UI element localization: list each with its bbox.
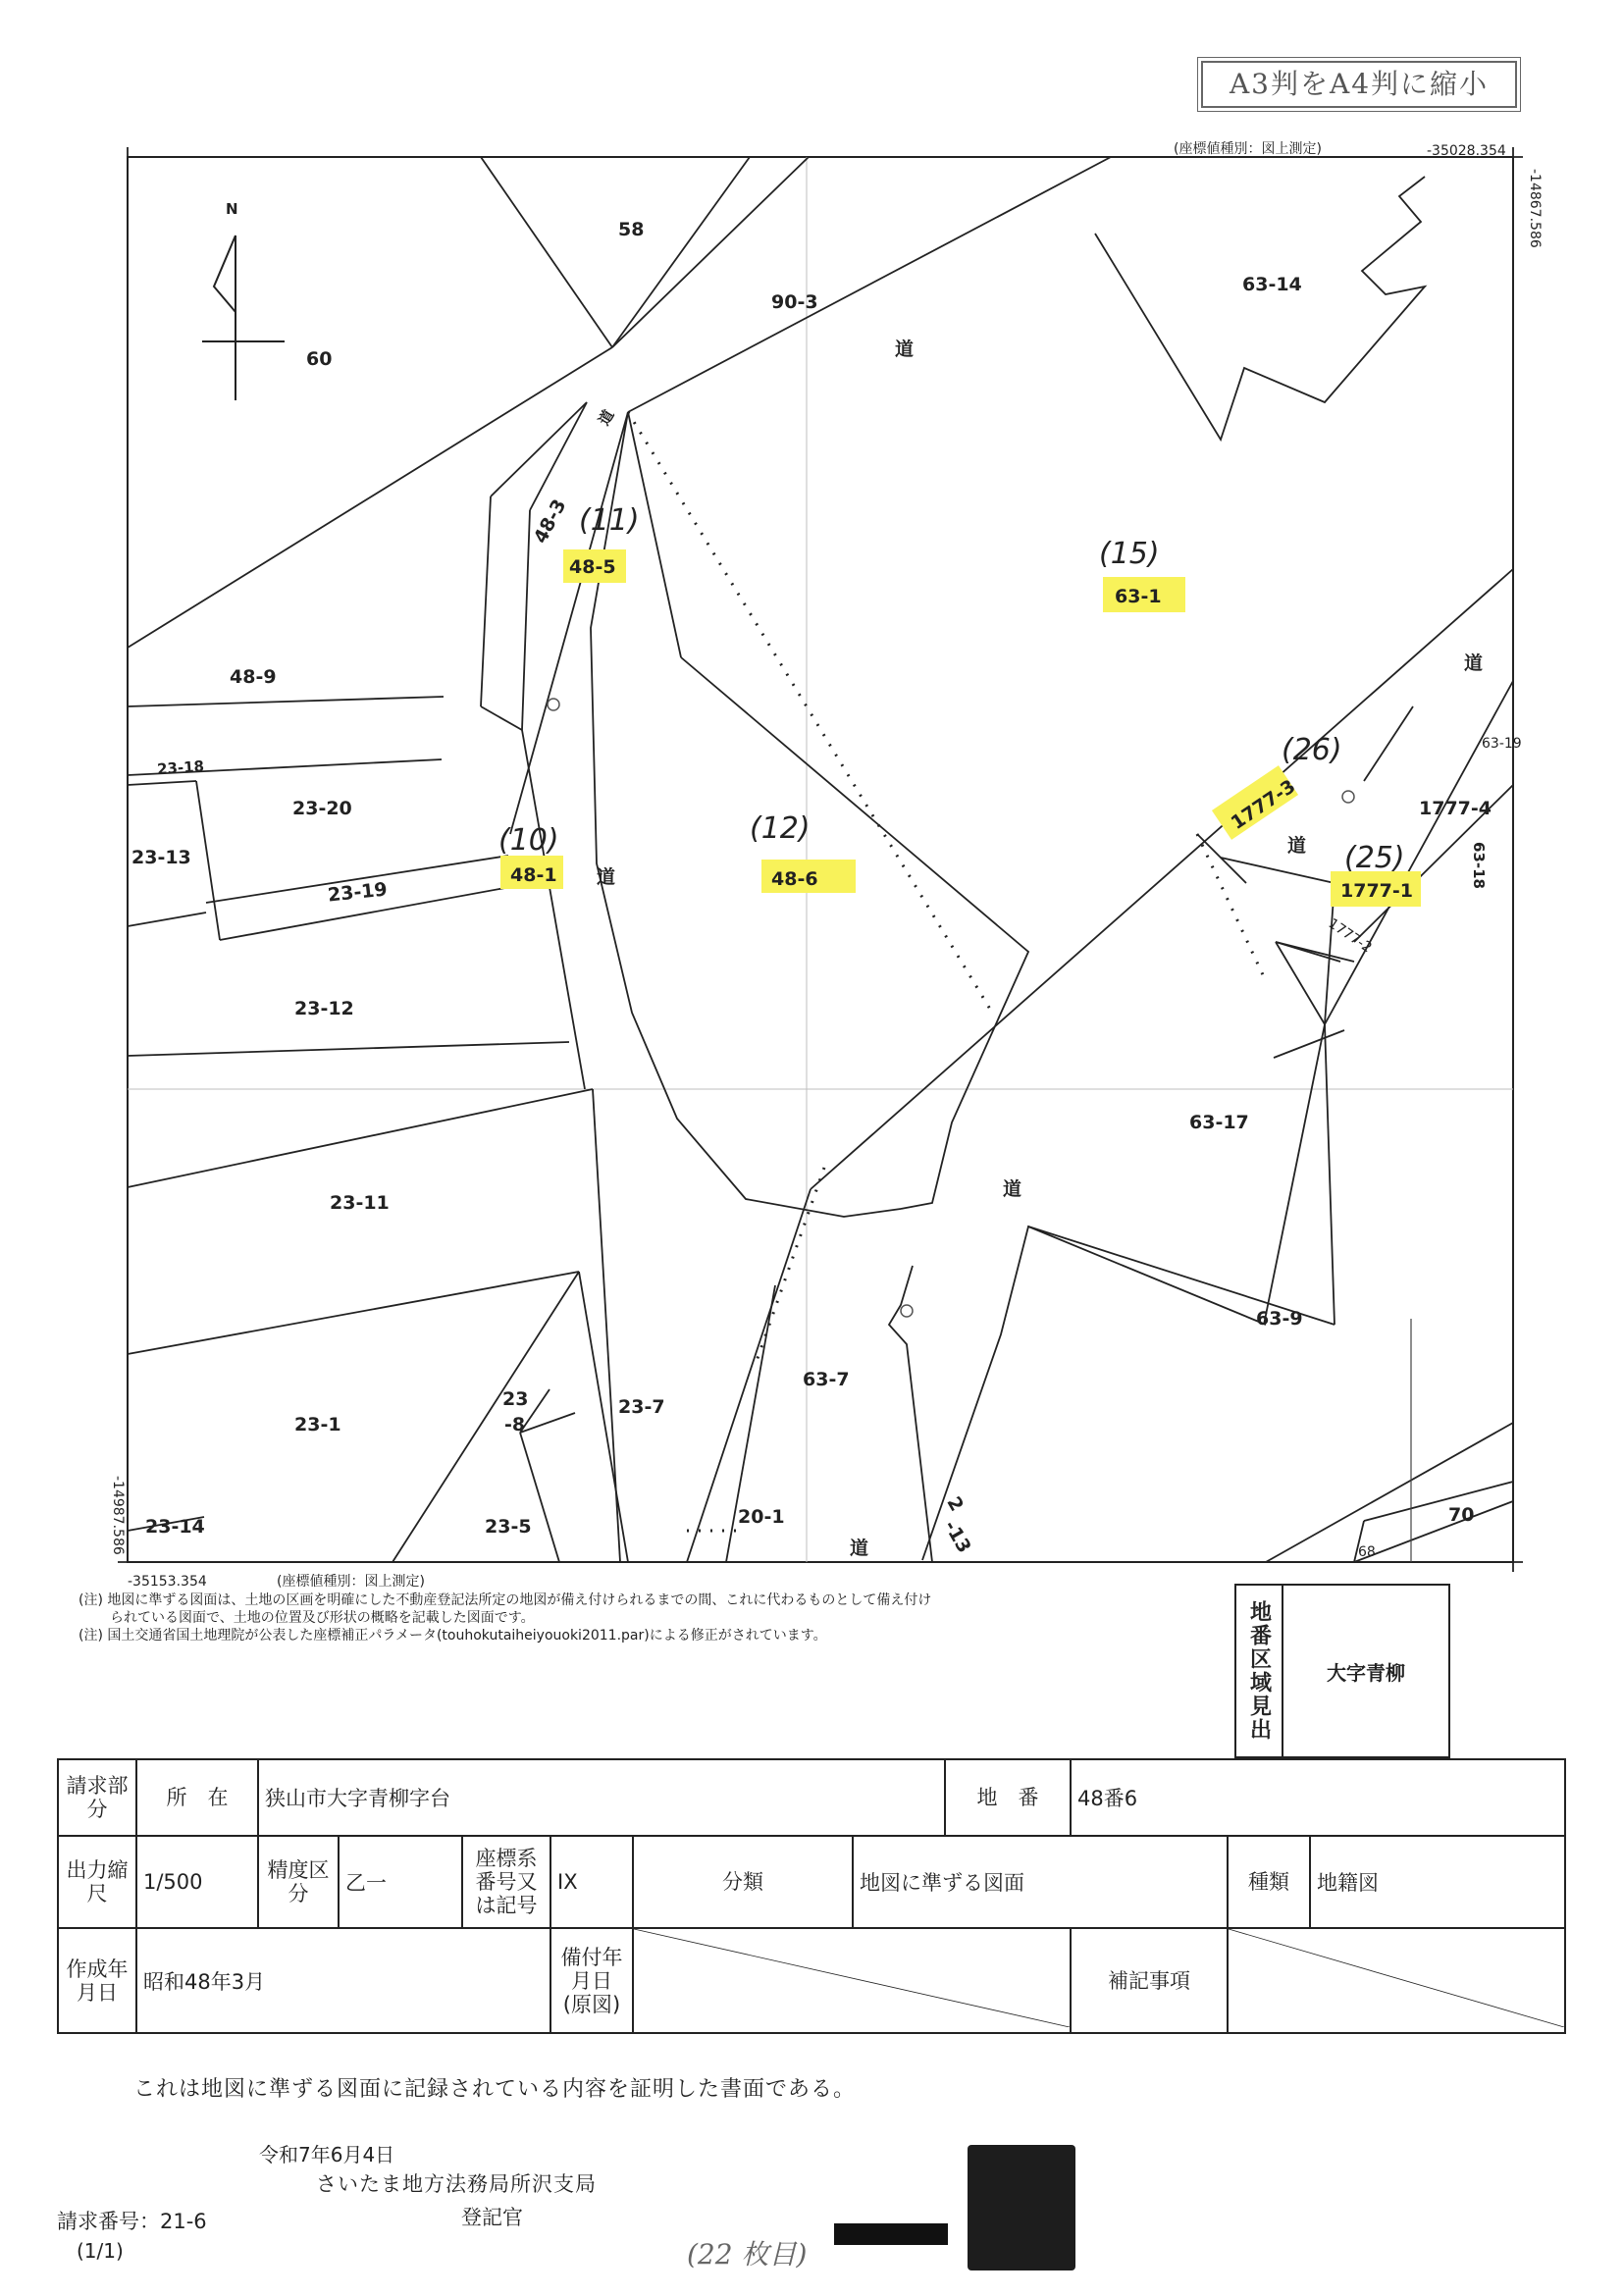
road-label-3: 道	[1287, 835, 1307, 857]
certificate-table	[57, 1758, 1566, 2034]
attached-strikethrough	[634, 1929, 1070, 2027]
handwritten-25: (25)	[1344, 841, 1405, 875]
parcel-63-17: 63-17	[1189, 1112, 1249, 1133]
road-label-2: 道	[1464, 652, 1484, 674]
redaction-seal	[968, 2145, 1075, 2270]
parcel-2-13-top: 2	[942, 1492, 969, 1516]
remarks-value	[1228, 1928, 1565, 2033]
request-number: 請求番号：21-6	[57, 2210, 207, 2233]
north-arrow	[202, 200, 285, 400]
parcel-63-14: 63-14	[1242, 274, 1302, 295]
parcel-23-7: 23-7	[618, 1396, 665, 1418]
type-header: 種類	[1228, 1836, 1310, 1928]
parcel-20-1: 20-1	[738, 1506, 785, 1528]
parcel-90-3: 90-3	[771, 291, 818, 313]
parcel-48-6-outline	[681, 657, 1028, 1209]
region-value: 大字青柳	[1327, 1660, 1405, 1685]
parcel-48-6: 48-6	[771, 868, 818, 890]
page-number: (1/1)	[77, 2239, 124, 2263]
note-line-1: (注) 地図に準ずる図面は、土地の区画を明確にした不動産登記法所定の地図が備え付けられるまでの間、これに代わるものとして備え付け	[79, 1592, 932, 1608]
parcel-63-9: 63-9	[1256, 1308, 1303, 1330]
lot-header: 地 番	[945, 1759, 1071, 1836]
parcel-23-20: 23-20	[292, 798, 352, 819]
road-label-5: 道	[1003, 1178, 1022, 1200]
redaction-name	[834, 2223, 948, 2245]
road-label-1: 道	[895, 339, 915, 360]
handwritten-26: (26)	[1282, 733, 1342, 767]
sheet-count: (22 枚目)	[687, 2238, 808, 2270]
coord-type-top: (座標値種別：図上測定)	[1174, 141, 1322, 157]
parcel-48-3: 48-3	[529, 496, 571, 548]
highlights	[500, 549, 1421, 907]
location-header: 所 在	[136, 1759, 258, 1836]
parcel-63-19: 63-19	[1482, 736, 1522, 752]
parcel-70: 70	[1448, 1504, 1475, 1526]
scale-header: 出力縮尺	[58, 1836, 136, 1928]
class-header: 分類	[633, 1836, 853, 1928]
parcel-1777-1: 1777-1	[1340, 880, 1413, 902]
parcel-1777-4: 1777-4	[1419, 798, 1492, 819]
created-header: 作成年月日	[58, 1928, 136, 2033]
parcel-1777-2: 1777-2	[1325, 915, 1375, 957]
registrar-title: 登記官	[461, 2206, 523, 2229]
parcel-23-11: 23-11	[330, 1192, 390, 1214]
coord-x-bottom: -35153.354	[128, 1574, 207, 1590]
req-header: 請求部分	[58, 1759, 136, 1836]
road-label-4: 道	[597, 866, 616, 888]
coord-system-value: IX	[550, 1836, 633, 1928]
location-value: 狭山市大字青柳字台	[258, 1759, 945, 1836]
parcel-60: 60	[306, 348, 333, 370]
scale-value: 1/500	[136, 1836, 258, 1928]
parcel-1777-3: 1777-3	[1227, 775, 1300, 834]
remarks-header: 補記事項	[1071, 1928, 1228, 2033]
parcel-48-9: 48-9	[230, 666, 277, 688]
parcel-63-1: 63-1	[1115, 586, 1162, 607]
parcel-23-18: 23-18	[156, 757, 205, 779]
certification-text: これは地図に準ずる図面に記録されている内容を証明した書面である。	[133, 2077, 857, 2102]
parcel-48-1: 48-1	[510, 864, 557, 886]
region-index-box	[1234, 1584, 1450, 1758]
accuracy-header: 精度区分	[258, 1836, 339, 1928]
issuing-office: さいたま地方法務局所沢支局	[316, 2172, 597, 2196]
road-label-7: 道	[595, 406, 618, 429]
handwritten-10: (10)	[498, 823, 559, 858]
parcel-23-8-top: 23	[502, 1388, 529, 1410]
parcel-23-5: 23-5	[485, 1516, 532, 1538]
coord-x-top: -35028.354	[1427, 143, 1506, 159]
road-label-6: 道	[850, 1538, 869, 1559]
note-line-3: (注) 国土交通省国土地理院が公表した座標補正パラメータ(touhokutaiheiyouoki2011.par)による修正がされています。	[79, 1628, 827, 1644]
parcel-23-1: 23-1	[294, 1414, 341, 1435]
parcel-23-14: 23-14	[145, 1516, 205, 1538]
parcel-63-7: 63-7	[803, 1369, 850, 1390]
issue-date: 令和7年6月4日	[259, 2143, 395, 2166]
road-labels	[595, 338, 1483, 1559]
reduction-stamp: A3判をA4判に縮小	[1201, 61, 1517, 108]
north-label: N	[226, 200, 238, 218]
handwritten-12: (12)	[750, 811, 811, 846]
region-header: 地番区域見出	[1236, 1586, 1283, 1756]
coord-y-left: -14987.586	[110, 1476, 126, 1555]
handwritten-15: (15)	[1099, 537, 1160, 571]
accuracy-value: 乙一	[339, 1836, 462, 1928]
lot-value: 48番6	[1071, 1759, 1565, 1836]
coord-system-header: 座標系番号又は記号	[462, 1836, 550, 1928]
parcel-23-8-bottom: -8	[504, 1414, 526, 1435]
parcel-48-5: 48-5	[569, 556, 616, 578]
parcel-23-12: 23-12	[294, 998, 354, 1019]
class-value: 地図に準ずる図面	[853, 1836, 1228, 1928]
road-63-7-east	[889, 1266, 932, 1562]
handwritten-11: (11)	[579, 503, 640, 538]
parcel-23-13: 23-13	[131, 847, 191, 868]
created-value: 昭和48年3月	[136, 1928, 550, 2033]
type-value: 地籍図	[1310, 1836, 1565, 1928]
parcel-68: 68	[1358, 1544, 1376, 1560]
map-notes	[79, 1592, 1217, 1644]
handwritten-notes	[498, 503, 1405, 875]
survey-markers	[548, 699, 1354, 1317]
parcel-63-18: 63-18	[1470, 842, 1488, 889]
coord-y-right: -14867.586	[1527, 169, 1543, 248]
attached-header: 備付年月日(原図)	[550, 1928, 633, 2033]
parcel-23-19: 23-19	[326, 878, 389, 907]
parcel-58: 58	[618, 219, 645, 240]
parcel-63-14-outline	[1095, 177, 1425, 440]
attached-value	[633, 1928, 1071, 2033]
note-line-2: られている図面で、土地の位置及び形状の概略を記載した図面です。	[110, 1610, 535, 1626]
coord-type-bottom: (座標値種別：図上測定)	[277, 1574, 425, 1590]
remarks-strikethrough	[1229, 1929, 1564, 2027]
parcel-2-13-bottom: -13	[939, 1516, 975, 1557]
